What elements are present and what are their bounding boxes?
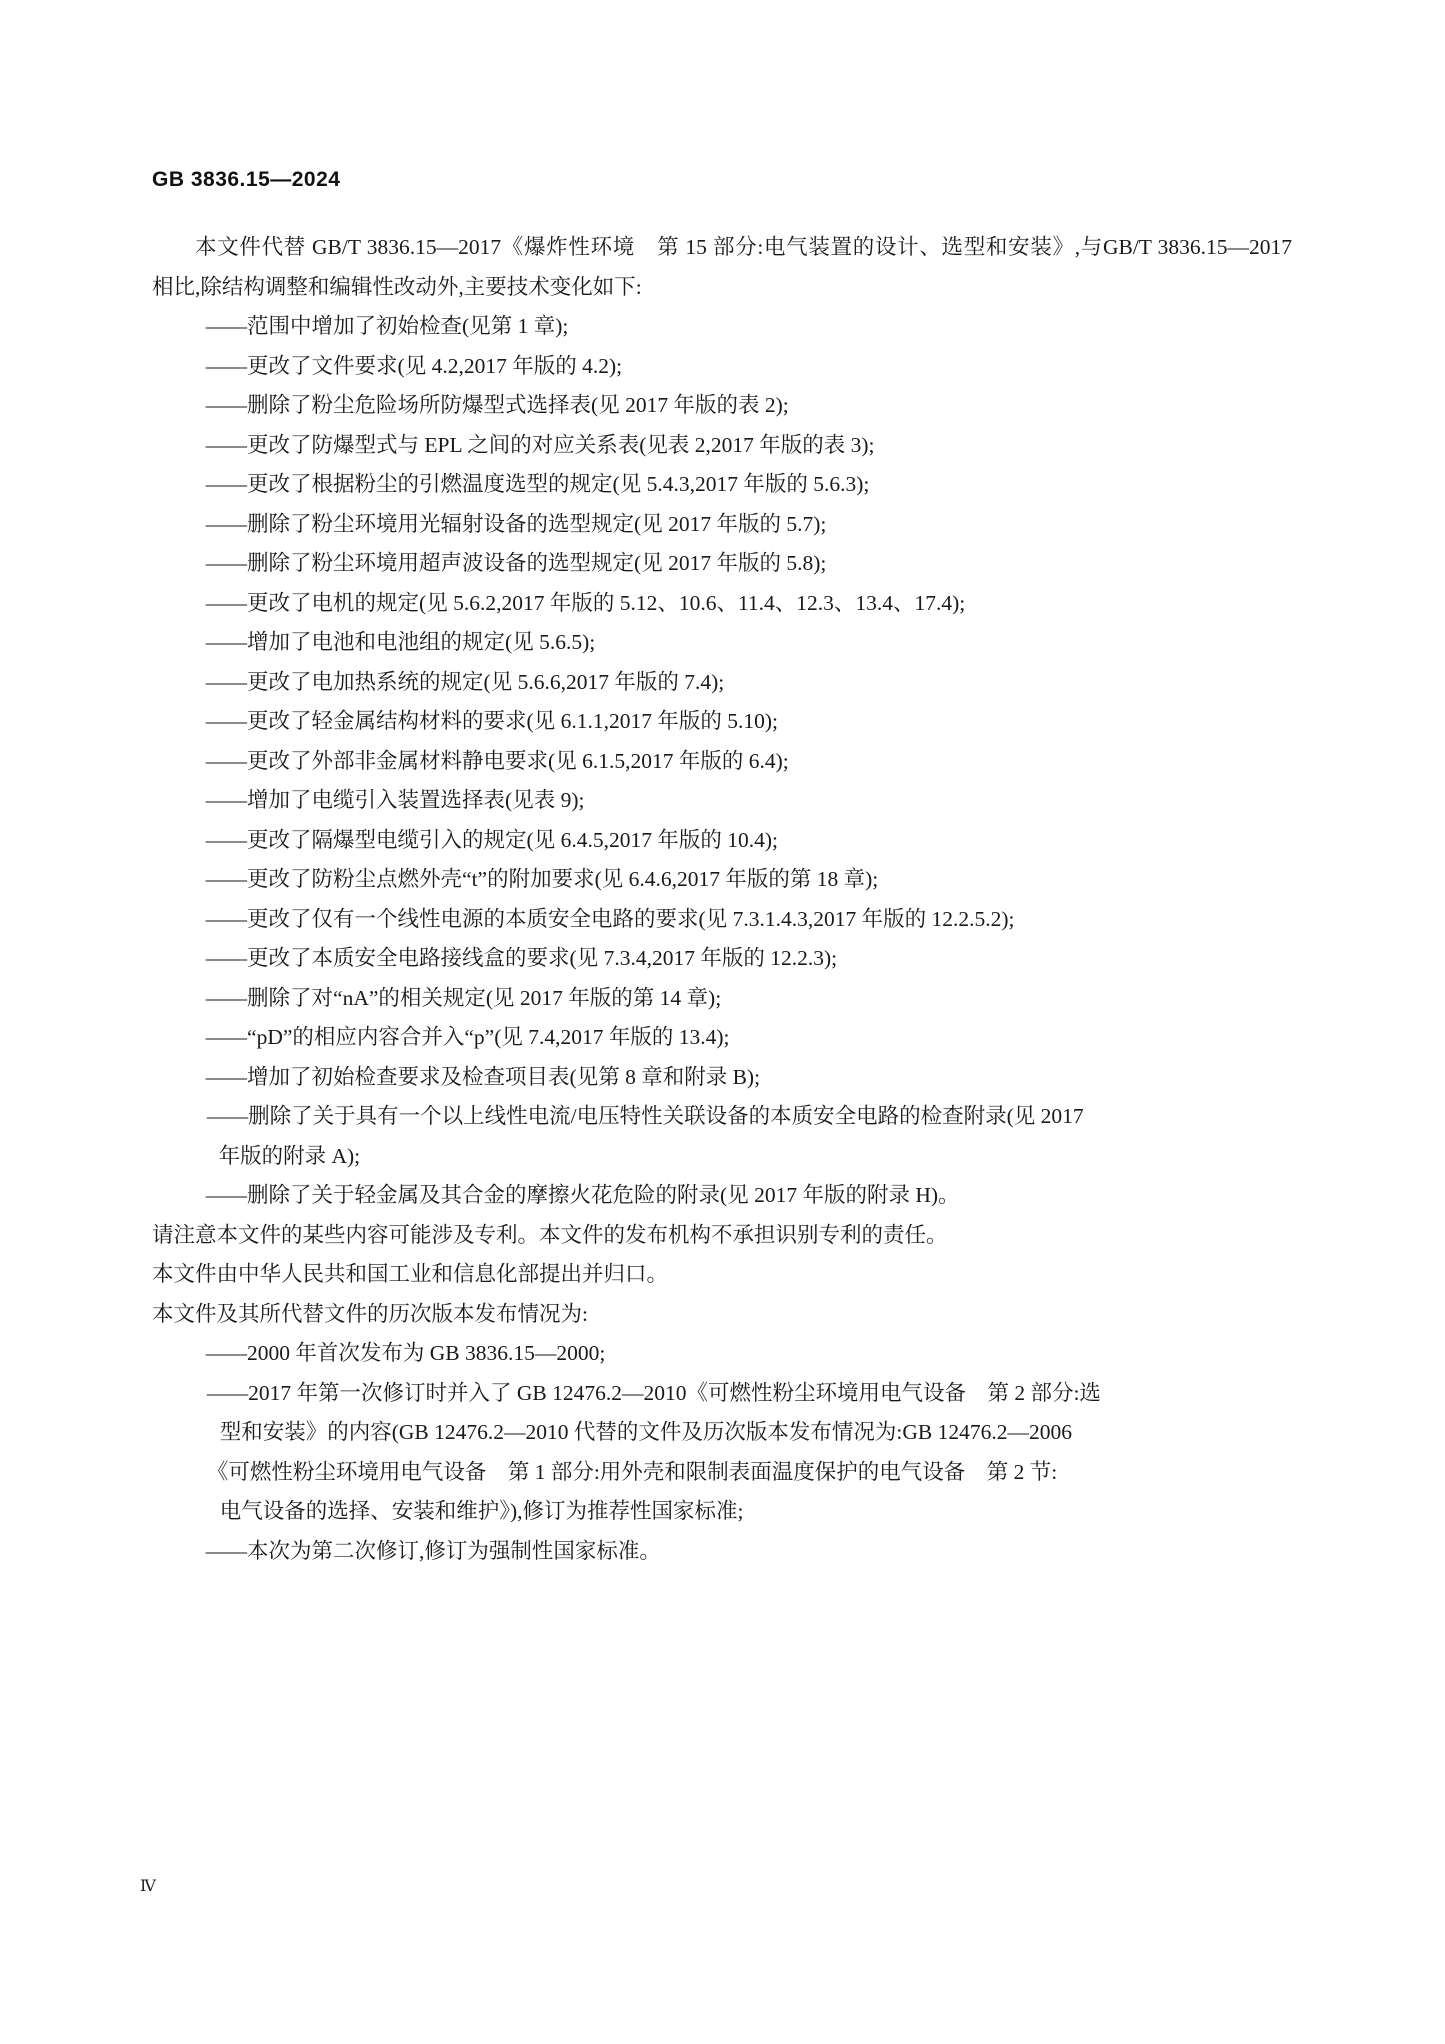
- change-item: [152, 742, 1292, 782]
- history-item: [152, 1334, 1292, 1374]
- change-item: [152, 781, 1292, 821]
- change-item: [152, 386, 1292, 426]
- change-item: [152, 663, 1292, 703]
- change-item: [152, 465, 1292, 505]
- change-item: [152, 505, 1292, 545]
- dash-marker: ——: [205, 314, 246, 338]
- dash-marker: ——: [206, 1380, 247, 1405]
- dash-marker: ——: [205, 906, 246, 931]
- change-item: [152, 900, 1292, 940]
- dash-marker: ——: [205, 393, 246, 417]
- change-item: [152, 307, 1292, 347]
- change-item-text: 删除了关于轻金属及其合金的摩擦火花危险的附录(见 2017 年版的附录 H)。: [247, 1183, 960, 1207]
- change-item-text: 删除了对“nA”的相关规定(见 2017 年版的第 14 章);: [247, 985, 722, 1010]
- change-item-text: 增加了电池和电池组的规定(见 5.6.5);: [247, 630, 596, 654]
- change-item-text-line2: 年版的附录 A);: [218, 1143, 361, 1168]
- history-item-text: 2000 年首次发布为 GB 3836.15—2000;: [247, 1341, 606, 1365]
- change-item-text: 更改了防爆型式与 EPL 之间的对应关系表(见表 2,2017 年版的表 3);: [247, 432, 875, 457]
- change-item-text: 更改了外部非金属材料静电要求(见 6.1.5,2017 年版的 6.4);: [247, 748, 789, 773]
- change-item: [152, 702, 1292, 742]
- dash-marker: ——: [205, 472, 246, 496]
- change-item-text: 删除了粉尘环境用超声波设备的选型规定(见 2017 年版的 5.8);: [247, 551, 827, 575]
- dash-marker: ——: [205, 1025, 246, 1049]
- proposer-note: 本文件由中华人民共和国工业和信息化部提出并归口。: [152, 1262, 669, 1286]
- change-item: [152, 426, 1292, 466]
- dash-marker: ——: [205, 709, 246, 733]
- dash-marker: ——: [205, 1538, 246, 1563]
- dash-marker: ——: [206, 1104, 247, 1128]
- change-item: [152, 821, 1292, 861]
- page-number: Ⅳ: [140, 1878, 157, 1895]
- dash-marker: ——: [205, 1183, 246, 1207]
- document-body: [152, 228, 1292, 1571]
- change-item-text: 增加了电缆引入装置选择表(见表 9);: [247, 788, 585, 812]
- change-item: [152, 584, 1292, 624]
- change-item-text-line1: 删除了关于具有一个以上线性电流/电压特性关联设备的本质安全电路的检查附录(见 2017: [248, 1104, 1084, 1128]
- change-item-text: 更改了隔爆型电缆引入的规定(见 6.4.5,2017 年版的 10.4);: [247, 827, 778, 852]
- change-item-multiline: [152, 1097, 1292, 1176]
- change-item-text: 更改了电机的规定(见 5.6.2,2017 年版的 5.12、10.6、11.4、12.3、13.4、17.4);: [247, 590, 966, 615]
- history-text-line4: 电气设备的选择、安装和维护》),修订为推荐性国家标准;: [219, 1499, 744, 1523]
- change-item: [152, 860, 1292, 900]
- dash-marker: ——: [205, 353, 246, 378]
- change-item-text: 更改了本质安全电路接线盒的要求(见 7.3.4,2017 年版的 12.2.3);: [247, 946, 838, 970]
- change-item-text: 范围中增加了初始检查(见第 1 章);: [247, 314, 569, 338]
- dash-marker: ——: [205, 1064, 246, 1089]
- change-item: [152, 1176, 1292, 1216]
- change-item-text: 删除了粉尘危险场所防爆型式选择表(见 2017 年版的表 2);: [247, 393, 789, 417]
- history-text-line3: 《可燃性粉尘环境用电气设备 第 1 部分:用外壳和限制表面温度保护的电气设备 第 2 节:: [206, 1459, 1058, 1484]
- dash-marker: ——: [205, 827, 246, 852]
- change-item: [152, 347, 1292, 387]
- change-item-text: 增加了初始检查要求及检查项目表(见第 8 章和附录 B);: [247, 1064, 761, 1089]
- dash-marker: ——: [205, 630, 246, 654]
- change-item-text: 更改了根据粉尘的引燃温度选型的规定(见 5.4.3,2017 年版的 5.6.3);: [247, 472, 870, 496]
- change-item-text: 更改了仅有一个线性电源的本质安全电路的要求(见 7.3.1.4.3,2017 年版的 12.2.5.2);: [247, 906, 1015, 931]
- page-header: GB 3836.15—2024: [152, 168, 341, 191]
- dash-marker: ——: [205, 432, 246, 457]
- dash-marker: ——: [205, 551, 246, 575]
- change-item: [152, 623, 1292, 663]
- dash-marker: ——: [205, 669, 246, 694]
- history-intro: 本文件及其所代替文件的历次版本发布情况为:: [152, 1301, 588, 1326]
- change-item: [152, 544, 1292, 584]
- change-item: [152, 979, 1292, 1019]
- change-item: [152, 939, 1292, 979]
- history-item-multiline: [152, 1374, 1292, 1532]
- change-item-text: “pD”的相应内容合并入“p”(见 7.4,2017 年版的 13.4);: [247, 1025, 730, 1049]
- change-item-text: 更改了电加热系统的规定(见 5.6.6,2017 年版的 7.4);: [247, 669, 725, 694]
- dash-marker: ——: [205, 788, 246, 812]
- dash-marker: ——: [205, 946, 246, 970]
- dash-marker: ——: [205, 590, 246, 615]
- history-text-line1: 2017 年第一次修订时并入了 GB 12476.2—2010《可燃性粉尘环境用电气设备 第 2 部分:选: [248, 1380, 1101, 1405]
- dash-marker: ——: [205, 985, 246, 1010]
- history-text-line2: 型和安装》的内容(GB 12476.2—2010 代替的文件及历次版本发布情况为:GB 12476.2—2006: [219, 1420, 1072, 1444]
- change-item-text: 更改了轻金属结构材料的要求(见 6.1.1,2017 年版的 5.10);: [247, 709, 778, 733]
- intro-paragraph: 本文件代替 GB/T 3836.15—2017《爆炸性环境 第 15 部分:电气装置的设计、选型和安装》,与GB/T 3836.15—2017 相比,除结构调整和编辑性改动外,主要技术变化如下:: [152, 235, 1292, 299]
- history-item-text: 本次为第二次修订,修订为强制性国家标准。: [247, 1538, 661, 1563]
- dash-marker: ——: [205, 511, 246, 536]
- change-item: [152, 1058, 1292, 1098]
- dash-marker: ——: [205, 1341, 246, 1365]
- change-item: [152, 1018, 1292, 1058]
- change-item-text: 更改了防粉尘点燃外壳“t”的附加要求(见 6.4.6,2017 年版的第 18 章);: [247, 867, 879, 891]
- dash-marker: ——: [205, 867, 246, 891]
- history-item: [152, 1532, 1292, 1572]
- change-item-text: 更改了文件要求(见 4.2,2017 年版的 4.2);: [247, 353, 623, 378]
- change-item-text: 删除了粉尘环境用光辐射设备的选型规定(见 2017 年版的 5.7);: [247, 511, 827, 536]
- dash-marker: ——: [205, 748, 246, 773]
- patent-note: 请注意本文件的某些内容可能涉及专利。本文件的发布机构不承担识别专利的责任。: [152, 1222, 948, 1247]
